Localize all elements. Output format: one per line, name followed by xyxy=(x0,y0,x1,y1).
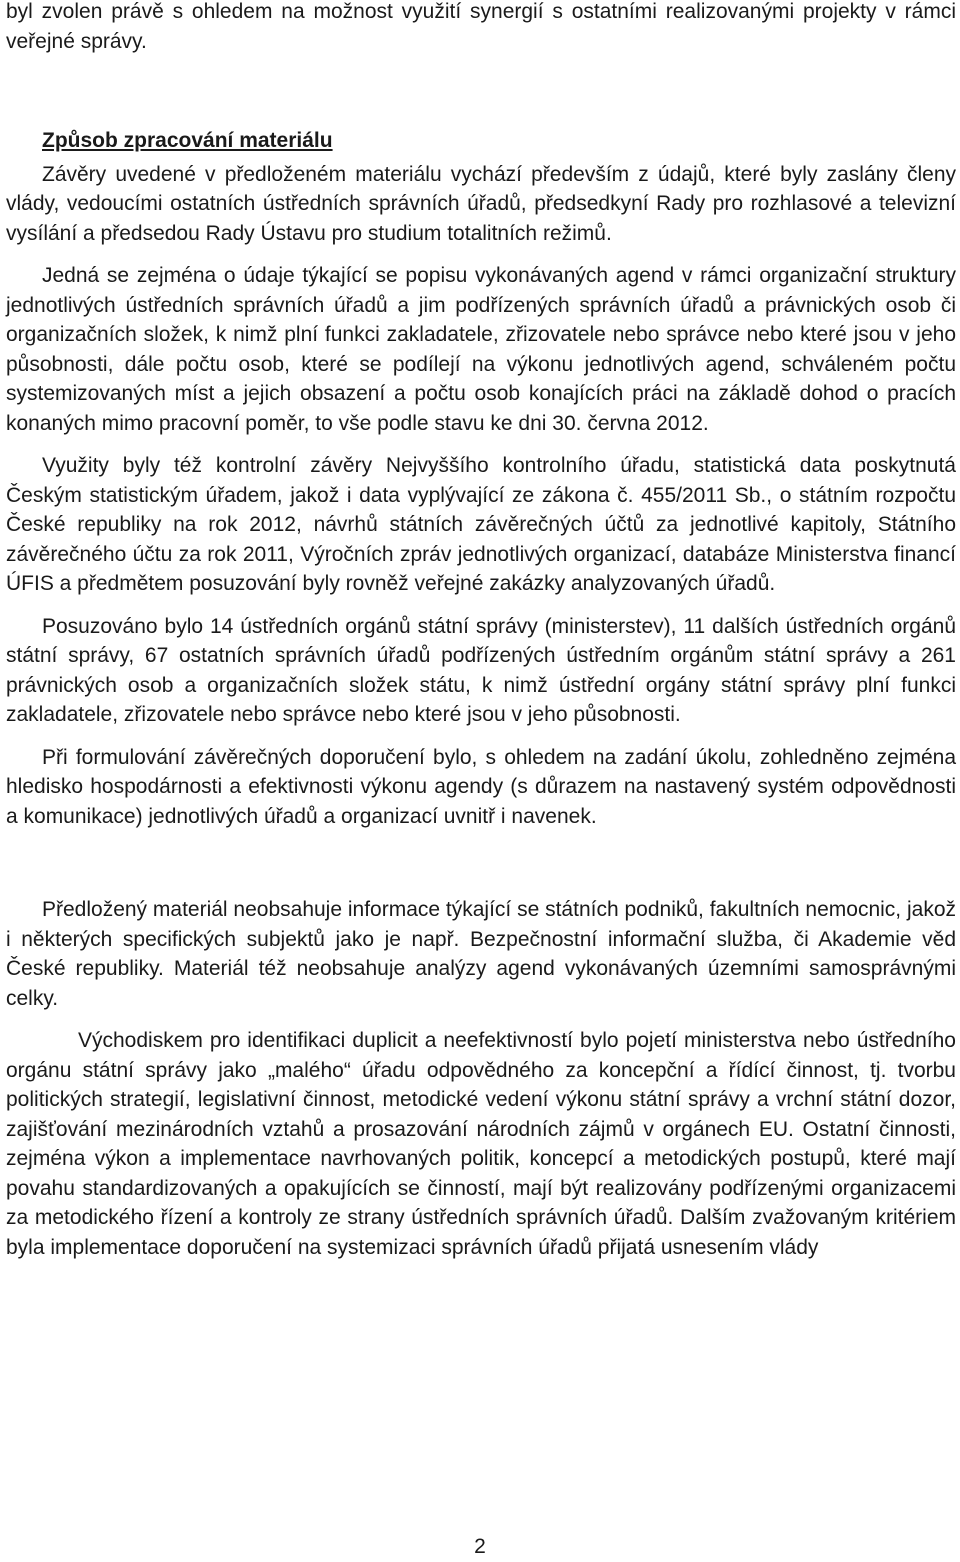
paragraph-sources: Závěry uvedené v předloženém materiálu vychází především z údajů, které byly zaslány členy vlády, vedoucími ostatních ústředních správních úřadů, předsedkyní Rady pro rozhlasové a televizní vysílání a předsedou Rady Ústavu pro studium totalitních režimů. xyxy=(6,162,956,245)
document-page xyxy=(6,0,956,1262)
paragraph-data-types: Jedná se zejména o údaje týkající se popisu vykonávaných agend v rámci organizační struktury jednotlivých ústředních správních úřadů a jim podřízených správních úřadů a právnických osob či organizačních složek, k nimž plní funkci zakladatele, zřizovatele nebo správce nebo které jsou v jeho působnosti, dále počtu osob, které se podílejí na výkonu jednotlivých agend, schváleném počtu systemizovaných míst a jejich obsazení a počtu osob konajících práci na základě dohod o pracích konaných mimo pracovní poměr, to vše podle stavu ke dni 30. června 2012. xyxy=(6,264,956,435)
paragraph-scope: Posuzováno bylo 14 ústředních orgánů státní správy (ministerstev), 11 dalších ústředních orgánů státní správy, 67 ostatních správních úřadů podřízených ústředním orgánům státní správy a 261 právnických osob a organizačních složek státu, k nimž ústřední orgány státní správy plní funkci zakladatele, zřizovatele nebo správce nebo které jsou v jeho působnosti. xyxy=(6,614,956,726)
intro-fragment: byl zvolen právě s ohledem na možnost využití synergií s ostatními realizovanými projekty v rámci veřejné správy. xyxy=(6,0,956,53)
paragraph-exclusions: Předložený materiál neobsahuje informace týkající se státních podniků, fakultních nemocnic, jakož i některých specifických subjektů jako je např. Bezpečnostní informační služba, či Akademie věd České republiky. Materiál též neobsahuje analýzy agend vykonávaných územními samosprávnými celky. xyxy=(6,898,956,1010)
paragraph-additional-sources: Využity byly též kontrolní závěry Nejvyššího kontrolního úřadu, statistická data poskytnutá Českým statistickým úřadem, jakož i data vyplývající ze zákona č. 455/2011 Sb., o státním rozpočtu České republiky na rok 2012, návrhů státních závěrečných účtů za jednotlivé kapitoly, Státního závěrečného účtu za rok 2011, Výročních zpráv jednotlivých organizací, databáze Ministerstva financí ÚFIS a předmětem posuzování byly rovněž veřejné zakázky analyzovaných úřadů. xyxy=(6,454,956,595)
paragraph-methodology: Východiskem pro identifikaci duplicit a neefektivností bylo pojetí ministerstva nebo ústředního orgánu státní správy jako „malého“ úřadu odpovědného za koncepční a řídící činnost, tj. tvorbu politických strategií, legislativní činnost, metodické vedení výkonu státní správy a vrchní státní dozor, zajišťování mezinárodních vztahů a prosazování národních zájmů v orgánech EU. Ostatní činnosti, zejména výkon a implementace navrhovaných politik, koncepcí a metodických postupů, které mají povahu standardizovaných a opakujících se činností, mají být realizovány podřízenými organizacemi za metodického řízení a kontroly ze strany ústředních správních úřadů. Dalším zvažovaným kritériem byla implementace doporučení na systemizaci správních úřadů přijatá usnesením vlády xyxy=(6,1029,956,1259)
page-number: 2 xyxy=(474,1535,486,1558)
section-heading: Způsob zpracování materiálu xyxy=(42,129,333,152)
paragraph-criteria: Při formulování závěrečných doporučení bylo, s ohledem na zadání úkolu, zohledněno zejména hledisko hospodárnosti a efektivnosti výkonu agendy (s důrazem na nastavený systém odpovědnosti a komunikace) jednotlivých úřadů a organizací uvnitř i navenek. xyxy=(6,745,956,828)
